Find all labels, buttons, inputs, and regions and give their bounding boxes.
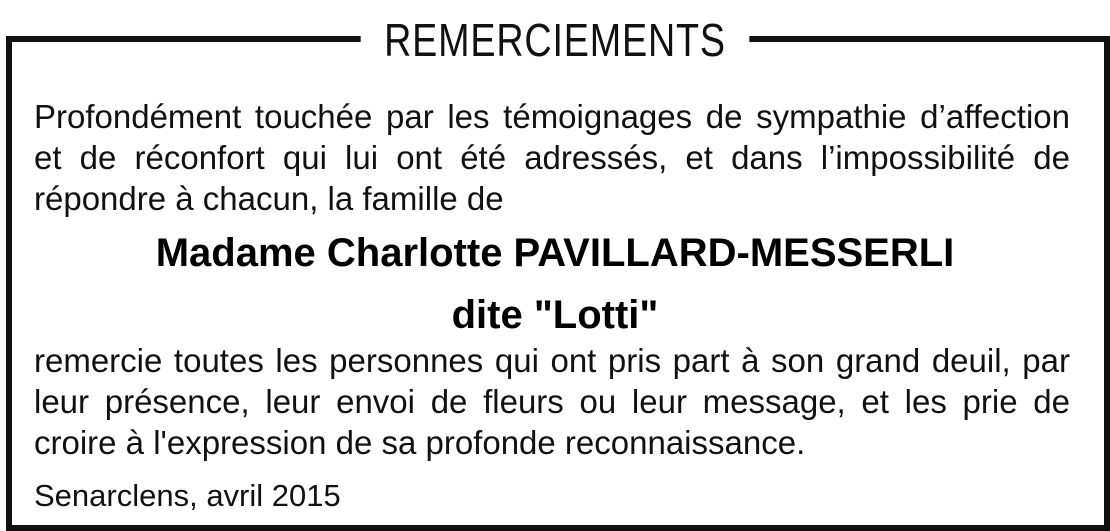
intro-paragraph: Profondément touchée par les témoignages de sympathie d’affection et de réconfort qui lui ont été adressés, et dans l’impossibilité de répondre à chacun, la famille de — [34, 98, 1070, 217]
deceased-name: Madame Charlotte PAVILLARD-MESSERLI — [155, 231, 955, 275]
deceased-nickname: dite "Lotti" — [451, 293, 659, 337]
notice-heading: REMERCIEMENTS — [361, 12, 750, 68]
place-and-date: Senarclens, avril 2015 — [34, 478, 341, 513]
thanks-paragraph: remercie toutes les personnes qui ont pris part à son grand deuil, par leur présence, leur envoi de fleurs ou leur message, et les prie de croire à l'expression de sa profonde reconnaissance. — [34, 342, 1070, 461]
